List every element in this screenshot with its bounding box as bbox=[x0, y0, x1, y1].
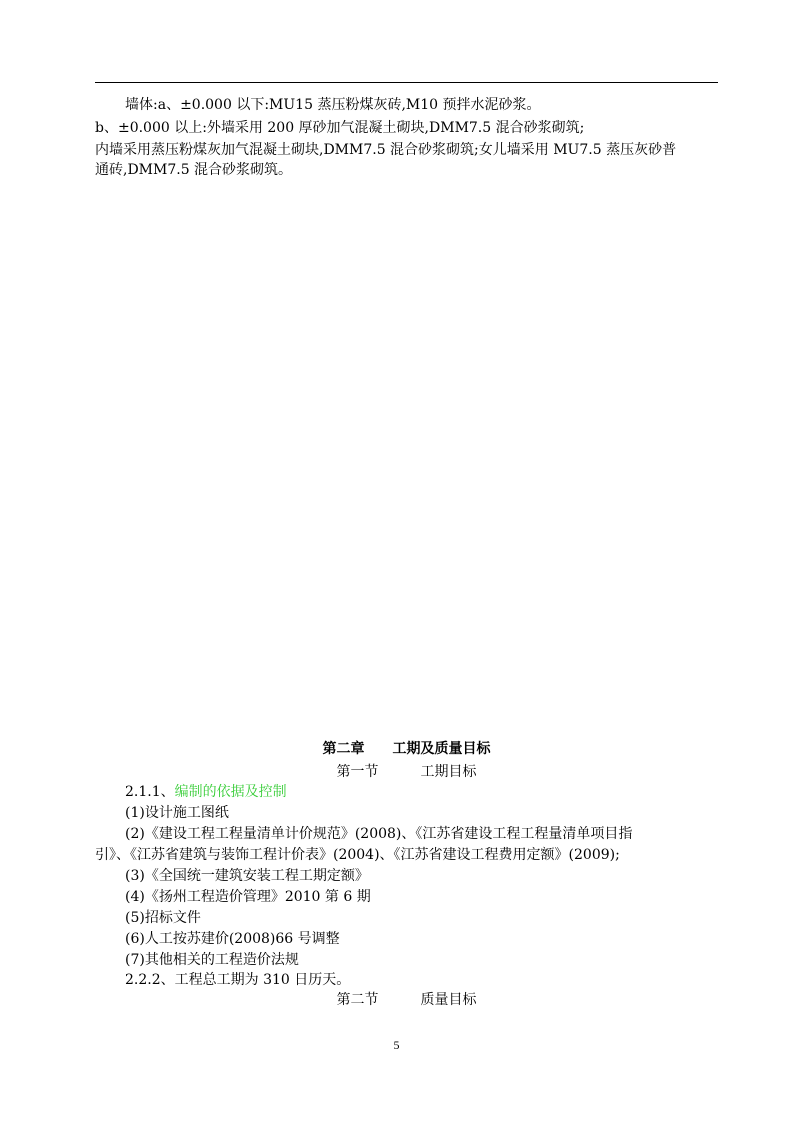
inner-wall-line-1: 内墙采用蒸压粉煤灰加气混凝土砌块,DMM7.5 混合砂浆砌筑;女儿墙采用 MU7.5 蒸压灰砂普 bbox=[95, 142, 677, 158]
item-222: 2.2.2、工程总工期为 310 日历天。 bbox=[125, 972, 351, 988]
basis-item-6: (6)人工按苏建价(2008)66 号调整 bbox=[125, 931, 340, 947]
basis-item-4: (4)《扬州工程造价管理》2010 第 6 期 bbox=[125, 889, 371, 905]
inner-wall-line-2: 通砖,DMM7.5 混合砂浆砌筑。 bbox=[95, 162, 293, 178]
item-211 bbox=[95, 782, 718, 802]
section-1-name: 工期目标 bbox=[420, 764, 477, 780]
header-rule bbox=[95, 82, 718, 83]
item-211-title: 编制的依据及控制 bbox=[174, 784, 287, 800]
section-2-heading bbox=[95, 990, 718, 1010]
basis-item-2-cont: 引》、《江苏省建筑与装饰工程计价表》(2004)、《江苏省建设工程费用定额》(2009); bbox=[95, 847, 620, 863]
basis-item-3: (3)《全国统一建筑安装工程工期定额》 bbox=[125, 868, 369, 884]
section-2-name: 质量目标 bbox=[420, 992, 477, 1008]
basis-item-7: (7)其他相关的工程造价法规 bbox=[125, 952, 299, 968]
basis-item-5: (5)招标文件 bbox=[125, 910, 201, 926]
wall-b-paragraph: b、±0.000 以上:外墙采用 200 厚砂加气混凝土砌块,DMM7.5 混合砂浆砌筑; bbox=[95, 120, 585, 136]
section-1-heading bbox=[95, 762, 718, 782]
basis-item-1: (1)设计施工图纸 bbox=[125, 805, 229, 821]
wall-a-paragraph: 墙体:a、±0.000 以下:MU15 蒸压粉煤灰砖,M10 预拌水泥砂浆。 bbox=[125, 97, 541, 113]
chapter-name: 工期及质量目标 bbox=[392, 741, 491, 757]
section-1-number: 第一节 bbox=[336, 764, 379, 780]
page-number: 5 bbox=[393, 1038, 400, 1052]
item-211-number: 2.1.1、 bbox=[125, 784, 175, 800]
chapter-title bbox=[95, 739, 718, 759]
chapter-number: 第二章 bbox=[322, 741, 365, 757]
section-2-number: 第二节 bbox=[336, 992, 379, 1008]
basis-item-2: (2)《建设工程工程量清单计价规范》(2008)、《江苏省建设工程工程量清单项目指 bbox=[125, 826, 633, 842]
